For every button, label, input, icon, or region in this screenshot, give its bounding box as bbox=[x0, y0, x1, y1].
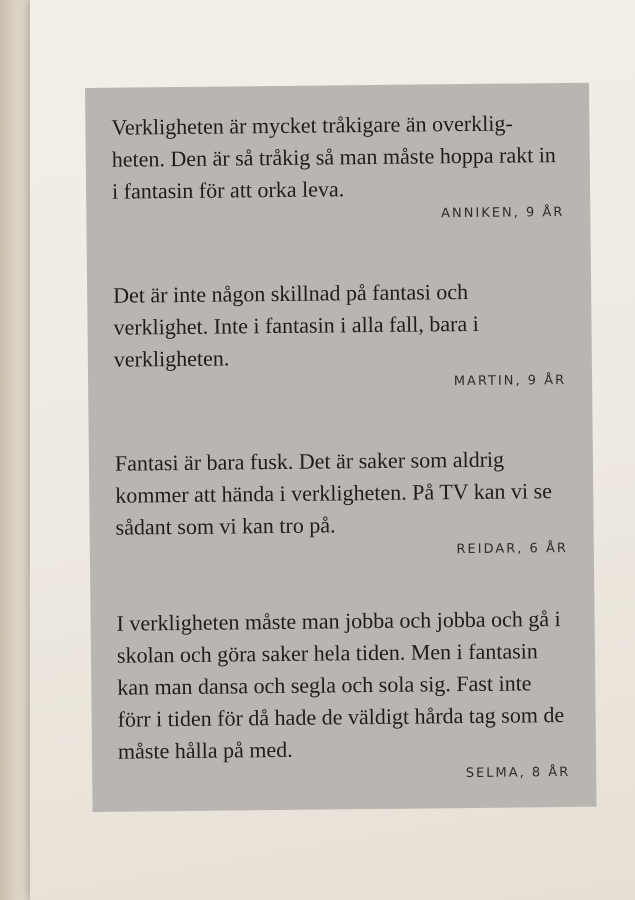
quote-author: REIDAR, 6 ÅR bbox=[456, 540, 568, 558]
quote-author: SELMA, 8 ÅR bbox=[465, 764, 571, 782]
quote-panel bbox=[85, 83, 597, 812]
quote-author: MARTIN, 9 ÅR bbox=[453, 372, 567, 390]
book-page bbox=[30, 0, 635, 900]
quote-block bbox=[115, 443, 568, 561]
quote-author: ANNIKEN, 9 ÅR bbox=[441, 204, 565, 222]
quote-block bbox=[113, 275, 566, 393]
quote-text: Det är inte någon skillnad på fantasi och verklighet. Inte i fantasin i alla fall, bara i verkligheten. bbox=[113, 279, 479, 372]
quote-block bbox=[116, 603, 570, 785]
quote-text: Fantasi är bara fusk. Det är saker som aldrig kommer att hända i verkligheten. På TV kan vi se sådant som vi kan tro på. bbox=[114, 446, 553, 540]
quote-text: Verkligheten är mycket tråkigare än overklig-heten. Den är så tråkig så man måste hoppa rakt in i fantasin för att orka leva. bbox=[111, 110, 556, 204]
quote-text: I verkligheten måste man jobba och jobba och gå i skolan och göra saker hela tiden. Men i fantasin kan man dansa och segla och sola sig. Fast inte förr i tiden för då hade de väldigt hårda tag som de måste hålla på med. bbox=[116, 606, 565, 764]
quote-block bbox=[111, 107, 564, 225]
